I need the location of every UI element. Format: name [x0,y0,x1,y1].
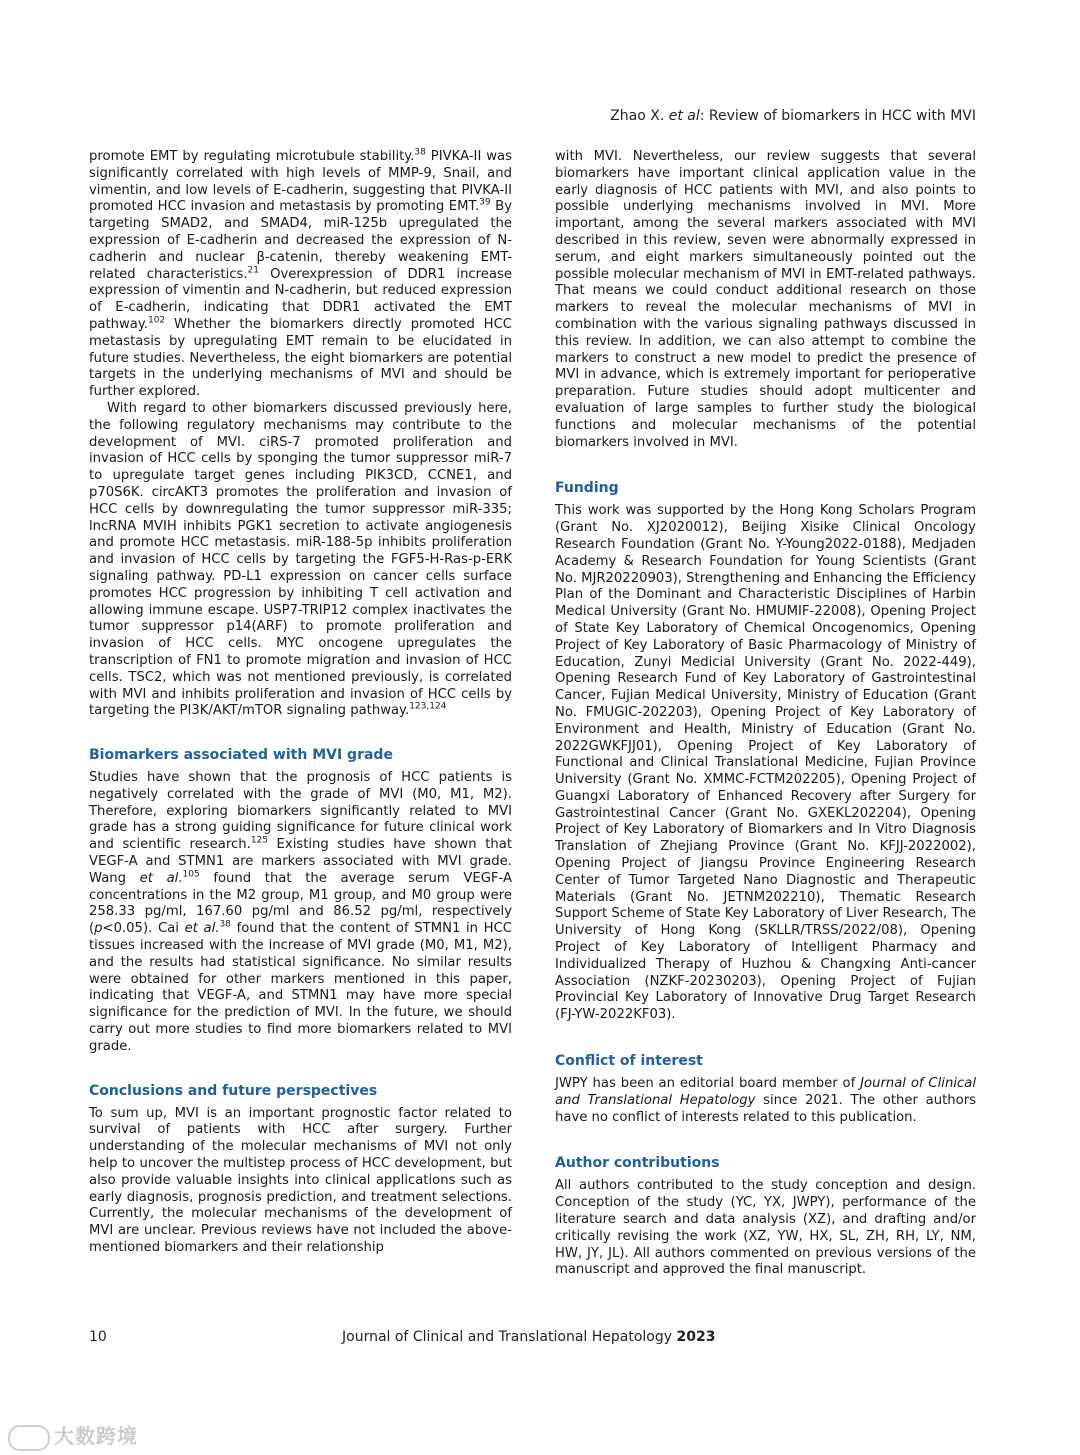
paragraph-conclusions-cont: with MVI. Nevertheless, our review suggests that several biomarkers have important clinical application value in the early diagnosis of HCC patients with MVI, and also points to possible underlying mechanisms involved in MVI. More important, among the several markers associated with MVI described in this review, seven were abnormally expressed in serum, and eight markers simultaneously pointed out the possible molecular mechanism of MVI in EMT-related pathways. That means we could conduct additional research on those markers to reveal the molecular mechanisms of MVI in combination with the various signaling pathways discussed in this review. In addition, we can also attempt to combine the markers to construct a new model to predict the presence of MVI in advance, which is extremely important for perioperative preparation. Future studies should adopt multicenter and evaluation of large samples to further study the biological functions and molecular mechanisms of the potential biomarkers involved in MVI. [555,149,976,450]
journal-name: Journal of Clinical and Translational Hepatology 2023 [342,1329,716,1345]
section-heading: Conclusions and future perspectives [89,1082,378,1099]
page-number: 10 [89,1329,107,1345]
section-conclusions [89,1082,512,1257]
running-head: Zhao X. et al: Review of biomarkers in HCC with MVI [610,108,976,124]
watermark-logo-icon [8,1425,50,1451]
section-heading: Funding [555,480,619,497]
section-heading: Author contributions [555,1155,720,1172]
watermark: 大数跨境 [8,1420,138,1451]
section-heading: Conflict of interest [555,1053,703,1070]
paragraph-conflict: JWPY has been an editorial board member of Journal of Clinical and Translational Hepatology since 2021. The other authors have no conflict of interests related to this publication. [555,1076,976,1125]
paragraph-emt: promote EMT by regulating microtubule stability.$^{38}$ PIVKA-II was significantly correlated with high levels of MMP-9, Snail, and vimentin, and low levels of E-cadherin, suggesting that PIVKA-II promoted HCC invasion and metastasis by promoting EMT.$^{39}$ By targeting SMAD2, and SMAD4, miR-125b upregulated the expression of E-cadherin and decreased the expression of N-cadherin and nuclear β-catenin, thereby weakening EMT-related characteristics.$^{21}$ Overexpression of DDR1 increase expression of vimentin and N-cadherin, but reduced expression of E-cadherin, indicating that DDR1 activated the EMT pathway.$^{102}$ Whether the biomarkers directly promoted HCC metastasis by upregulating EMT remain to be elucidated in future studies. Nevertheless, the eight biomarkers are potential targets in the underlying mechanisms of MVI and should be further explored. [89,147,512,400]
section-heading: Biomarkers associated with MVI grade [89,747,393,764]
paragraph-mvi-grade: Studies have shown that the prognosis of HCC patients is negatively correlated with the grade of MVI (M0, M1, M2). Therefore, exploring biomarkers significantly related to MVI grade has a strong guiding significance for future clinical work and scientific research.$^{125}$ Existing studies have shown that VEGF-A and STMN1 are markers associated with MVI grade. Wang et al.$^{105}$ found that the average serum VEGF-A concentrations in the M2 group, M1 group, and M0 group were 258.33 pg/ml, 167.60 pg/ml and 86.52 pg/ml, respectively (p<0.05). Cai et al.$^{38}$ found that the content of STMN1 in HCC tissues increased with the increase of MVI grade (M0, M1, M2), and the results had statistical significance. No similar results were obtained for other markers mentioned in this paper, indicating that VEGF-A, and STMN1 may have more special significance for the prediction of MVI. In the future, we should carry out more studies to find more biomarkers related to MVI grade. [89,770,513,1054]
left-column [89,149,512,1257]
section-funding [555,479,976,1024]
section-conflict [555,1052,976,1126]
section-mvi-grade [89,746,512,1056]
section-contributions [555,1154,976,1279]
right-column [555,149,976,1279]
paragraph-contributions: All authors contributed to the study conception and design. Conception of the study (YC, YX, JWPY), performance of the literature search and data analysis (XZ), and drafting and/or critically revising the work (XZ, YW, HX, SL, ZH, RH, LY, NM, HW, JY, JL). All authors commented on previous versions of the manuscript and approved the final manuscript. [555,1178,976,1278]
paragraph-conclusions: To sum up, MVI is an important prognostic factor related to survival of patients with HCC after surgery. Further understanding of the molecular mechanisms of MVI not only help to uncover the multistep process of HCC development, but also provide valuable insights into clinical applications such as early diagnosis, prognosis prediction, and treatment selections. Currently, the molecular mechanisms of the development of MVI are unclear. Previous reviews have not included the above-mentioned biomarkers and their relationship [89,1105,512,1256]
paragraph-funding: This work was supported by the Hong Kong Scholars Program (Grant No. XJ2020012), Beijing Xisike Clinical Oncology Research Foundation (Grant No. Y-Young2022-0188), Medjaden Academy & Research Foundation for Young Scientists (Grant No. MJR20220903), Strengthening and Enhancing the Efficiency Plan of the Dominant and Characteristic Disciplines of Harbin Medical University (Grant No. HMUMIF-22008), Opening Project of State Key Laboratory of Chemical Oncogenomics, Opening Project of Key Laboratory of Basic Pharmacology of Ministry of Education, Zunyi Medicial University (Grant No. 2022-449), Opening Research Fund of Key Laboratory of Gastrointestinal Cancer, Fujian Medical University, Ministry of Education (Grant No. FMUGIC-202203), Opening Project of Key Laboratory of Environment and Health, Ministry of Education (Grant No. 2022GWKFJJ01), Opening Project of Key Laboratory of Functional and Clinical Translational Medicine, Fujian Province University (Grant No. XMMC-FCTM202205), Opening Project of Guangxi Laboratory of Enhanced Recovery after Surgery for Gastrointestinal Cancer (Grant No. GXEKL202204), Opening Project of Key Laboratory of Biomarkers and In Vitro Diagnosis Translation of Zhejiang Province (Grant No. KFJJ-2022002), Opening Project of Jiangsu Province Engineering Research Center of Tumor Targeted Nano Diagnostic and Therapeutic Materials (Grant No. JETNM202210), Thematic Research Support Scheme of State Key Laboratory of Liver Research, The University of Hong Kong (SKLLR/TRSS/2022/08), Opening Project of Key Laboratory of Intelligent Pharmacy and Individualized Therapy of Huzhou & Changxing Anti-cancer Association (NZKF-20230203), Opening Project of Fujian Provincial Key Laboratory of Innovative Drug Target Research (FJ-YW-2022KF03). [555,503,976,1023]
paragraph-other-biomarkers: With regard to other biomarkers discussed previously here, the following regulatory mechanisms may contribute to the development of MVI. ciRS-7 promoted proliferation and invasion of HCC cells by sponging the tumor suppressor miR-7 to upregulate target genes including PIK3CD, CCNE1, and p70S6K. circAKT3 promotes the proliferation and invasion of HCC cells by downregulating the tumor suppressor miR-335; lncRNA MVIH inhibits PGK1 secretion to activate angiogenesis and promote HCC metastasis. miR-188-5p inhibits proliferation and invasion of HCC cells by targeting the FGF5-H-Ras-p-ERK signaling pathway. PD-L1 expression on cancer cells surface promotes HCC progression by inhibiting T cell activation and allowing immune escape. USP7-TRIP12 complex inactivates the tumor suppressor p14(ARF) to promote proliferation and invasion of HCC cells. MYC oncogene upregulates the transcription of FN1 to promote migration and invasion of HCC cells. TSC2, which was not mentioned previously, is correlated with MVI and inhibits proliferation and invasion of HCC cells by targeting the PI3K/AKT/mTOR signaling pathway.$^{123,124}$ [89,400,512,719]
